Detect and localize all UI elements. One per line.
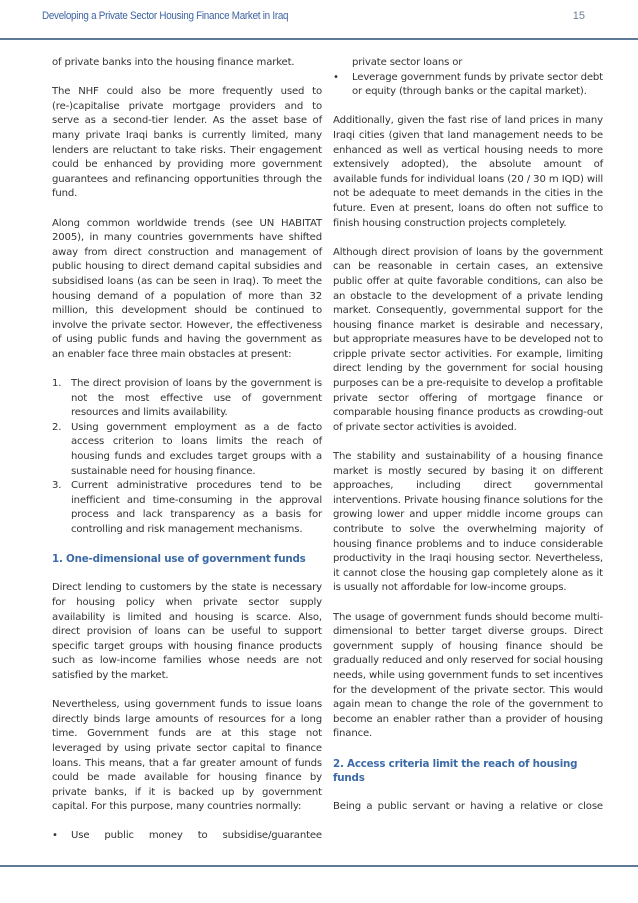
section-heading: 1. One-dimensional use of government funds [52,553,306,566]
paragraph: Being a public servant or having a relative or close [333,801,603,813]
paragraph: Additionally, given the fast rise of land prices in many Iraqi cities (given that land management needs to be enhanced as well as vertical housing needs to more extensively adopted), the absolute amount of available funds for individual loans (20 / 30 m IQD) will not be adequate to meet demands in the cities in the future. Even at present, loans do often not suffice to finish housing construction projects completely. [333,115,603,229]
left-column [52,56,322,859]
paragraph: The NHF could also be more frequently used to (re-)capitalise private mortgage providers and to serve as a second-tier lender. As the asset base of many private Iraqi banks is currently limited, many lenders are reluctant to take risks. Their engagement could be enhanced by providing more government guarantees and refinancing opportunities through the fund. [52,86,322,200]
running-title: Developing a Private Sector Housing Finance Market in Iraq [42,10,289,22]
list-item-text: Current administrative procedures tend to be inefficient and time-consuming in the approval process and lack transparency as a basis for controlling and risk management mechanisms. [71,480,322,535]
paragraph: The usage of government funds should become multi-dimensional to better target diverse groups. Direct government supply of housing finance should be gradually reduced and only reserved for social housing needs, while using government funds to set incentives for the development of the private sector. This would again mean to change the role of the government to become an enabler rather than a provider of housing finance. [333,611,603,740]
bullet-icon: • [333,71,339,83]
paragraph: of private banks into the housing finance market. [52,57,295,68]
bullet-icon: • [52,830,58,842]
list-item-continuation: private sector loans or [352,57,463,68]
paragraph: Nevertheless, using government funds to issue loans directly binds large amounts of resources for a long time. Government funds are at this stage not leveraged by using private sector capital to finance loans. This means, that a far greater amount of funds could be made available for housing finance by private banks, if it is backed up by government capital. For this purpose, many countries normally: [52,699,322,813]
right-column [333,56,603,829]
paragraph: Although direct provision of loans by the government can be reasonable in certain cases, an extensive public offer at quite favorable conditions, can also be an obstacle to the development of a private lending market. Consequently, governmental support for the housing finance market is desirable and necessary, but appropriate measures have to be developed not to cripple private sector activities. For example, limiting direct lending by the government for social housing purposes can be a pre-requisite to develop a profitable private sector offering of mortgage finance or comparable housing finance products as crowding-out of private sector activities is avoided. [333,246,603,433]
paragraph: Direct lending to customers by the state is necessary for housing policy when private sector supply availability is limited and housing is scarce. Also, direct provision of loans can be useful to support specific target groups with housing finance products such as low-income families whose needs are not satisfied by the market. [52,582,322,681]
paragraph: The stability and sustainability of a housing finance market is mostly secured by basing it on different approaches, including direct governmental interventions. Private housing finance solutions for the growing lower and upper middle income groups can contribute to solve the overwhelming majority of housing finance problems and to induce considerable productivity in the Iraqi housing sector. Nevertheless, it cannot close the housing gap completely alone as it is usually not affordable for low-income groups. [333,451,603,594]
list-marker: 2. [52,421,62,433]
list-item [333,71,603,100]
header-rule [0,38,638,40]
list-marker: 1. [52,378,62,390]
bullet-list [52,829,322,844]
list-item [52,421,322,479]
list-item-text: Use public money to subsidise/guarantee [71,830,322,842]
footer-rule [0,865,638,867]
obstacles-list [52,377,322,538]
page-number: 15 [572,10,585,22]
bullet-list [333,71,603,100]
section-heading: 2. Access criteria limit the reach of housing funds [333,757,578,785]
list-item [52,829,322,844]
list-item [52,377,322,421]
list-item-text: Using government employment as a de facto access criterion to loans limits the reach of housing funds and excludes target groups with a sustainable need for housing finance. [71,421,322,477]
paragraph: Along common worldwide trends (see UN HABITAT 2005), in many countries governments have shifted away from direct construction and management of public housing to direct demand capital subsidies and subsidised loans (as can be seen in Iraq). To meet the housing demand of a population of more than 32 million, this development should be continued to involve the private sector. However, the effectiveness of using public funds and having the government as an enabler face three main obstacles at present: [52,217,322,360]
list-item-text: Leverage government funds by private sector debt or equity (through banks or the capital market). [352,71,603,98]
list-item-text: The direct provision of loans by the government is not the most effective use of government resources and limits availability. [71,378,322,419]
list-item [52,479,322,537]
list-marker: 3. [52,480,62,492]
